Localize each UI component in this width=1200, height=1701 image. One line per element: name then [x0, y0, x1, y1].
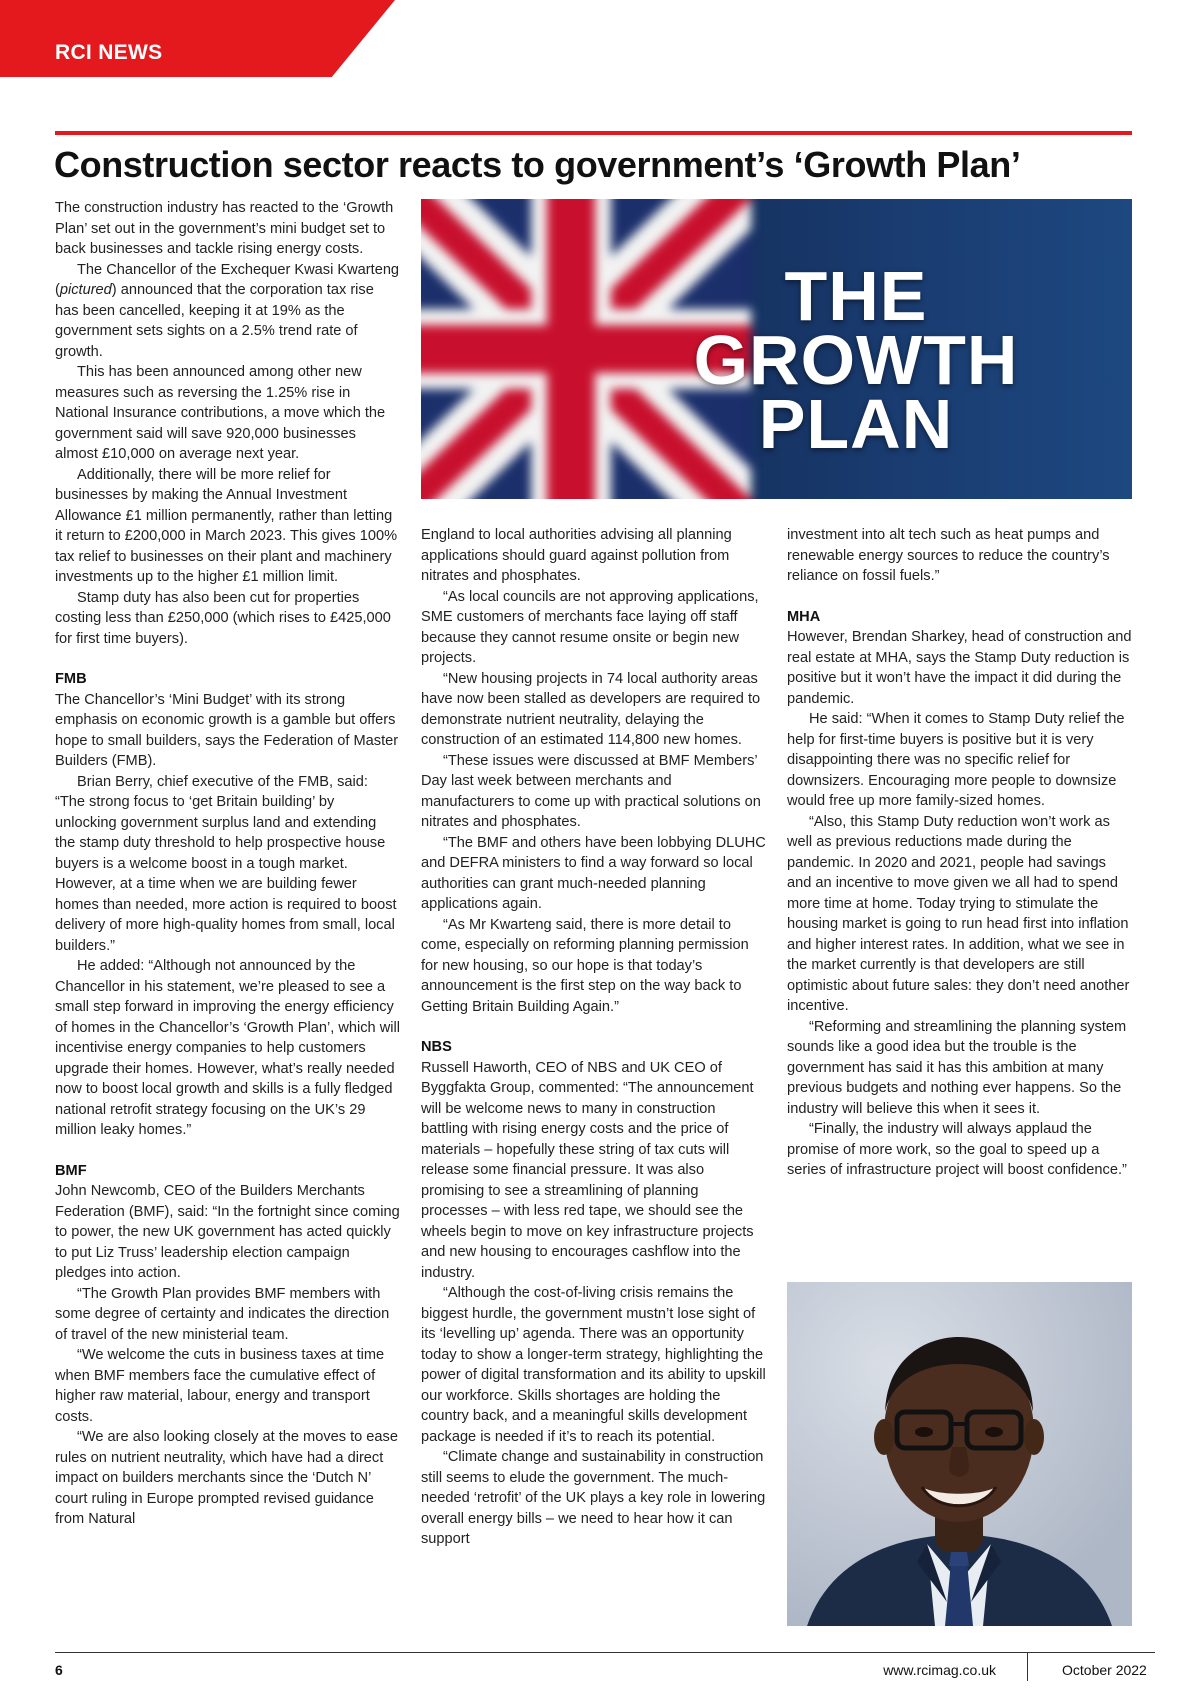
text-run: The Chancellor of the Exchequer Kwasi Kwarteng ( — [55, 261, 400, 298]
paragraph — [55, 260, 400, 363]
hero-title-line: GROWTH — [693, 321, 1019, 399]
subheading-mha: MHA — [787, 608, 821, 625]
paragraph: “We welcome the cuts in business taxes at time when BMF members face the cumulative effect of higher raw material, labour, energy and transport costs. — [55, 1347, 385, 1425]
paragraph: “The BMF and others have been lobbying DLUHC and DEFRA ministers to find a way forward so local authorities can grant much-needed planning applications again. — [421, 834, 766, 912]
headline-rule — [55, 131, 1132, 135]
italic-text: pictured — [59, 282, 112, 298]
section-tab — [0, 0, 395, 77]
paragraph: The Chancellor’s ‘Mini Budget’ with its strong emphasis on economic growth is a gamble but offers hope to small builders, says the Federation of Master Builders (FMB). — [55, 691, 399, 769]
footer-url: www.rcimag.co.uk — [883, 1662, 996, 1678]
text-run: ) announced that the corporation tax rise has been cancelled, keeping it at 19% as the government sets sights on a 2.5% trend rate of growth. — [55, 282, 374, 360]
paragraph: England to local authorities advising all planning applications should guard against pollution from nitrates and phosphates. — [421, 527, 732, 584]
paragraph: investment into alt tech such as heat pumps and renewable energy sources to reduce the country’s reliance on fossil fuels.” — [787, 527, 1110, 584]
portrait-illustration — [787, 1282, 1132, 1626]
footer-divider — [1027, 1653, 1028, 1681]
article-column-3 — [787, 525, 1132, 1181]
paragraph: Additionally, there will be more relief for businesses by making the Annual Investment Allowance £1 million permanently, rather than letting it return to £200,000 in March 2023. This gives 100% tax relief to businesses on their plant and machinery investments up to the higher £1 million limit. — [55, 466, 398, 585]
paragraph: “Finally, the industry will always applaud the promise of more work, so the goal to speed up a series of infrastructure project will boost confidence.” — [787, 1121, 1127, 1178]
footer-rule — [55, 1652, 1155, 1653]
paragraph: Stamp duty has also been cut for properties costing less than £250,000 (which rises to £425,000 for first time buyers). — [55, 589, 391, 647]
paragraph: “As Mr Kwarteng said, there is more detail to come, especially on reforming planning permission for new housing, so our hope is that today’s announcement is the first step on the way back to Getting Britain Building Again.” — [421, 916, 749, 1015]
paragraph: However, Brendan Sharkey, head of construction and real estate at MHA, says the Stamp Duty reduction is positive but it won’t have the impact it did during the pandemic. — [787, 629, 1132, 707]
paragraph: The construction industry has reacted to the ‘Growth Plan’ set out in the government’s mini budget set to back businesses and tackle rising energy costs. — [55, 200, 394, 257]
page-number: 6 — [55, 1662, 63, 1678]
article-column-2 — [421, 525, 766, 1550]
paragraph: Russell Haworth, CEO of NBS and UK CEO of Byggfakta Group, commented: “The announcement will be welcome news to many in construction battling with rising energy costs and the price of materials – hopefully these string of tax cuts will release some financial pressure. It was also promising to see a streamlining of planning processes – with less red tape, we should see the wheels begin to move on key infrastructure projects and new housing to encourages cashflow into the industry. — [421, 1059, 754, 1281]
paragraph: He added: “Although not announced by the Chancellor in his statement, we’re pleased to see a small step forward in improving the energy efficiency of homes in the Chancellor’s ‘Growth Plan’, which will incentivise energy companies to help customers upgrade their homes. However, what’s really needed now to boost local growth and skills is a fully fledged national retrofit strategy focusing on the UK’s 29 million leaky homes.” — [55, 958, 400, 1138]
hero-title — [596, 257, 1116, 463]
footer-date: October 2022 — [1062, 1662, 1147, 1678]
paragraph: This has been announced among other new measures such as reversing the 1.25% rise in National Insurance contributions, a move which the government said will save 920,000 businesses almost £10,000 on average next year. — [55, 364, 386, 462]
paragraph: “Also, this Stamp Duty reduction won’t work as well as previous reductions made during the pandemic. In 2020 and 2021, people had savings and an incentive to move given we all had to spend more time at home. Today trying to stimulate the housing market is going to run head first into inflation and higher interest rates. In addition, what we see in the market currently is that developers are still optimistic about future sales: they don’t need another incentive. — [787, 813, 1130, 1014]
paragraph: He said: “When it comes to Stamp Duty relief the help for first-time buyers is positive but it is very disappointing there was no specific relief for downsizers. Encouraging more people to downsize would free up more family-sized homes. — [787, 711, 1125, 809]
paragraph: “The Growth Plan provides BMF members with some degree of certainty and indicates the direction of travel of the new ministerial team. — [55, 1285, 390, 1343]
section-tab-label: RCI NEWS — [55, 41, 163, 64]
paragraph: “As local councils are not approving applications, SME customers of merchants face laying off staff because they cannot resume onsite or begin new projects. — [421, 588, 759, 666]
hero-title-line: PLAN — [758, 385, 954, 463]
paragraph: John Newcomb, CEO of the Builders Merchants Federation (BMF), said: “In the fortnight since coming to power, the new UK government has acted quickly to put Liz Truss’ leadership election campaign pledges into action. — [55, 1183, 400, 1281]
paragraph: “We are also looking closely at the moves to ease rules on nutrient neutrality, which have had a direct impact on builders merchants since the ‘Dutch N’ court ruling in Europe prompted revised guidance from Natural — [55, 1429, 398, 1527]
paragraph: “These issues were discussed at BMF Members’ Day last week between merchants and manufacturers to come up with practical solutions on nitrates and phosphates. — [421, 752, 761, 830]
subheading-fmb: FMB — [55, 671, 87, 687]
portrait-photo — [787, 1282, 1132, 1626]
paragraph: “Although the cost-of-living crisis remains the biggest hurdle, the government mustn’t lose sight of its ‘levelling up’ agenda. There was an opportunity today to show a longer-term strategy, highlighting the power of digital transformation and its ability to upskill our workforce. Skills shortages are holding the country back, and a meaningful skills development package is needed if it’s to reach its potential. — [421, 1285, 766, 1445]
paragraph: “Reforming and streamlining the planning system sounds like a good idea but the trouble is the government has said it has this ambition at many previous budgets and nothing ever happens. So the industry will believe this when it sees it. — [787, 1018, 1127, 1117]
paragraph: Brian Berry, chief executive of the FMB, said: “The strong focus to ‘get Britain building’ by unlocking government surplus land and extending the stamp duty threshold to help prospective house buyers is a welcome boost in a tough market. However, at a time when we are building fewer homes than needed, more action is required to boost delivery of more high-quality homes from small, local builders.” — [55, 773, 397, 954]
subheading-nbs: NBS — [421, 1039, 452, 1055]
headline: Construction sector reacts to government’s ‘Growth Plan’ — [54, 144, 1021, 185]
growth-plan-image — [421, 199, 1132, 499]
paragraph: “New housing projects in 74 local authority areas have now been stalled as developers are required to demonstrate nutrient neutrality, delaying the construction of an estimated 114,800 new homes. — [421, 670, 761, 748]
hero-title-line: THE — [784, 257, 928, 335]
article-column-1 — [55, 198, 400, 1530]
subheading-bmf: BMF — [55, 1162, 87, 1179]
paragraph: “Climate change and sustainability in construction still seems to elude the government. The much-needed ‘retrofit’ of the UK plays a key role in lowering overall energy bills – we need to hear how it can support — [421, 1449, 766, 1547]
